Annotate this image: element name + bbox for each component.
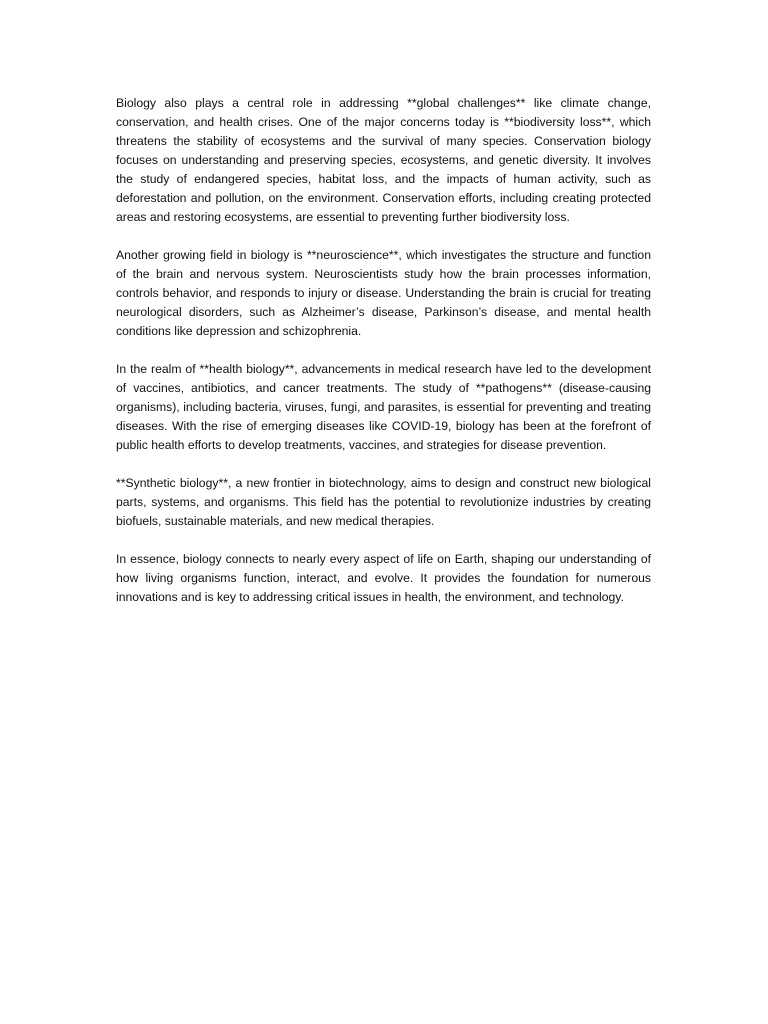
paragraph-conclusion: In essence, biology connects to nearly every aspect of life on Earth, shaping our understanding of how living organisms function, interact, and evolve. It provides the foundation for numerous innovations and is key to addressing critical issues in health, the environment, and technology. <box>116 552 651 604</box>
paragraph-synthetic-biology: **Synthetic biology**, a new frontier in biotechnology, aims to design and construct new biological parts, systems, and organisms. This field has the potential to revolutionize industries by creating biofuels, sustainable materials, and new medical therapies. <box>116 476 651 528</box>
paragraph-health-biology: In the realm of **health biology**, advancements in medical research have led to the development of vaccines, antibiotics, and cancer treatments. The study of **pathogens** (disease-causing organisms), including bacteria, viruses, fungi, and parasites, is essential for preventing and treating diseases. With the rise of emerging diseases like COVID-19, biology has been at the forefront of public health efforts to develop treatments, vaccines, and strategies for disease prevention. <box>116 362 651 452</box>
document-body <box>116 94 651 626</box>
paragraph-global-challenges: Biology also plays a central role in addressing **global challenges** like climate change, conservation, and health crises. One of the major concerns today is **biodiversity loss**, which threatens the stability of ecosystems and the survival of many species. Conservation biology focuses on understanding and preserving species, ecosystems, and genetic diversity. It involves the study of endangered species, habitat loss, and the impacts of human activity, such as deforestation and pollution, on the environment. Conservation efforts, including creating protected areas and restoring ecosystems, are essential to preventing further biodiversity loss. <box>116 96 651 224</box>
paragraph-neuroscience: Another growing field in biology is **neuroscience**, which investigates the structure and function of the brain and nervous system. Neuroscientists study how the brain processes information, controls behavior, and responds to injury or disease. Understanding the brain is crucial for treating neurological disorders, such as Alzheimer’s disease, Parkinson’s disease, and mental health conditions like depression and schizophrenia. <box>116 248 651 338</box>
